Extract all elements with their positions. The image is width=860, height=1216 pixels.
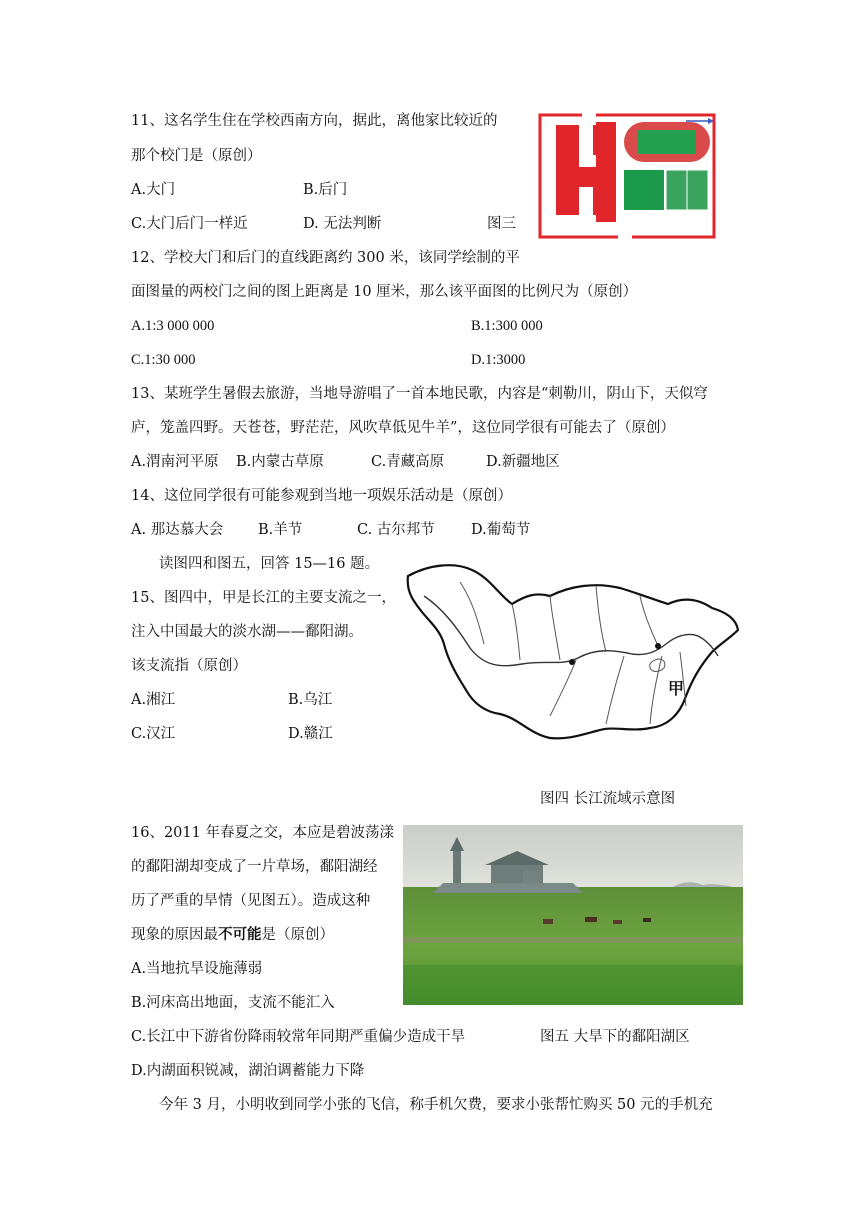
q15-line1: 15、图四中，甲是长江的主要支流之一， (131, 590, 396, 606)
q11-option-a: A.大门 (131, 182, 176, 198)
figure-4-caption: 图四 长江流域示意图 (540, 791, 676, 807)
figure-3-label: 图三 (487, 216, 516, 232)
q16-line3: 历了严重的旱情（见图五）。造成这种 (131, 893, 371, 909)
q14-option-a: A. 那达慕大会 (131, 522, 224, 538)
closing-paragraph: 今年 3 月，小明收到同学小张的飞信，称手机欠费，要求小张帮忙购买 50 元的手机充 (159, 1097, 713, 1113)
q13-line1: 13、某班学生暑假去旅游，当地导游唱了一首本地民歌，内容是“刺勒川，阴山下，天似穹 (131, 386, 708, 402)
basin-outline (408, 565, 738, 738)
school-plan-figure (538, 112, 718, 240)
map-label-jia: 甲 (668, 679, 685, 698)
court-left (624, 170, 664, 210)
cattle (613, 920, 622, 924)
city-dot (655, 643, 661, 649)
q16-line1: 16、2011 年春夏之交，本应是碧波荡漾 (131, 825, 394, 841)
emphasis-not-possible: 不可能 (218, 926, 262, 943)
q13-option-c: C.青藏高原 (371, 454, 445, 470)
q16-option-a: A.当地抗旱设施薄弱 (131, 961, 263, 977)
q12-line2: 面图量的两校门之间的图上距离是 10 厘米，那么该平面图的比例尺为（原创） (131, 284, 638, 300)
q11-line2: 那个校门是（原创） (131, 148, 262, 164)
q15-line2: 注入中国最大的淡水湖——鄱阳湖。 (131, 624, 363, 640)
q15-option-d: D.赣江 (288, 726, 333, 742)
figure-5-caption: 图五 大旱下的鄱阳湖区 (540, 1029, 690, 1045)
q16-option-d: D.内湖面积锐减，湖泊调蓄能力下降 (131, 1063, 365, 1079)
q14-option-b: B.羊节 (258, 522, 303, 538)
yangtze-basin-map (400, 556, 745, 746)
intro-15-16: 读图四和图五，回答 15—16 题。 (159, 556, 380, 572)
q11-option-d: D. 无法判断 (303, 216, 382, 232)
cattle (643, 918, 651, 922)
q12-option-d: D.1:3000 (471, 352, 526, 368)
q13-option-b: B.内蒙古草原 (236, 454, 324, 470)
q16-option-c: C.长江中下游省份降雨较常年同期严重偏少造成干旱 (131, 1029, 466, 1045)
q15-option-a: A.湘江 (131, 692, 176, 708)
city-dot (569, 659, 575, 665)
q15-option-c: C.汉江 (131, 726, 176, 742)
q14-option-c: C. 古尔邦节 (357, 522, 435, 538)
q11-line1: 11、这名学生住在学校西南方向，据此，离他家比较近的 (131, 113, 498, 129)
poyang-drought-photo (403, 825, 743, 1005)
q12-option-b: B.1:300 000 (471, 318, 543, 334)
q13-option-d: D.新疆地区 (486, 454, 560, 470)
building-right-column (596, 122, 616, 222)
q15-line3: 该支流指（原创） (131, 658, 247, 674)
q14-line1: 14、这位同学很有可能参观到当地一项娱乐活动是（原创） (131, 488, 512, 504)
q11-option-c: C.大门后门一样近 (131, 216, 248, 232)
q16-line4: 现象的原因最不可能是（原创） (131, 926, 334, 943)
q15-option-b: B.乌江 (288, 692, 333, 708)
football-field (638, 130, 696, 154)
front-gate (618, 234, 632, 239)
cattle (585, 917, 597, 922)
q12-option-a: A.1:3 000 000 (131, 318, 215, 334)
q11-option-b: B.后门 (303, 182, 348, 198)
q13-line2: 庐，笼盖四野。天苍苍，野茫茫，风吹草低见牛羊”，这位同学很有可能去了（原创） (131, 420, 675, 436)
island-base (433, 883, 583, 893)
q12-line1: 12、学校大门和后门的直线距离约 300 米，该同学绘制的平 (131, 250, 520, 266)
q16-option-b: B.河床高出地面，支流不能汇入 (131, 995, 335, 1011)
q16-line2: 的鄱阳湖却变成了一片草场，鄱阳湖经 (131, 859, 378, 875)
cattle (543, 919, 553, 924)
q13-option-a: A.渭南河平原 (131, 454, 219, 470)
back-gate (582, 113, 596, 118)
pagoda (453, 849, 461, 883)
q12-option-c: C.1:30 000 (131, 352, 196, 368)
q14-option-d: D.葡萄节 (471, 522, 531, 538)
